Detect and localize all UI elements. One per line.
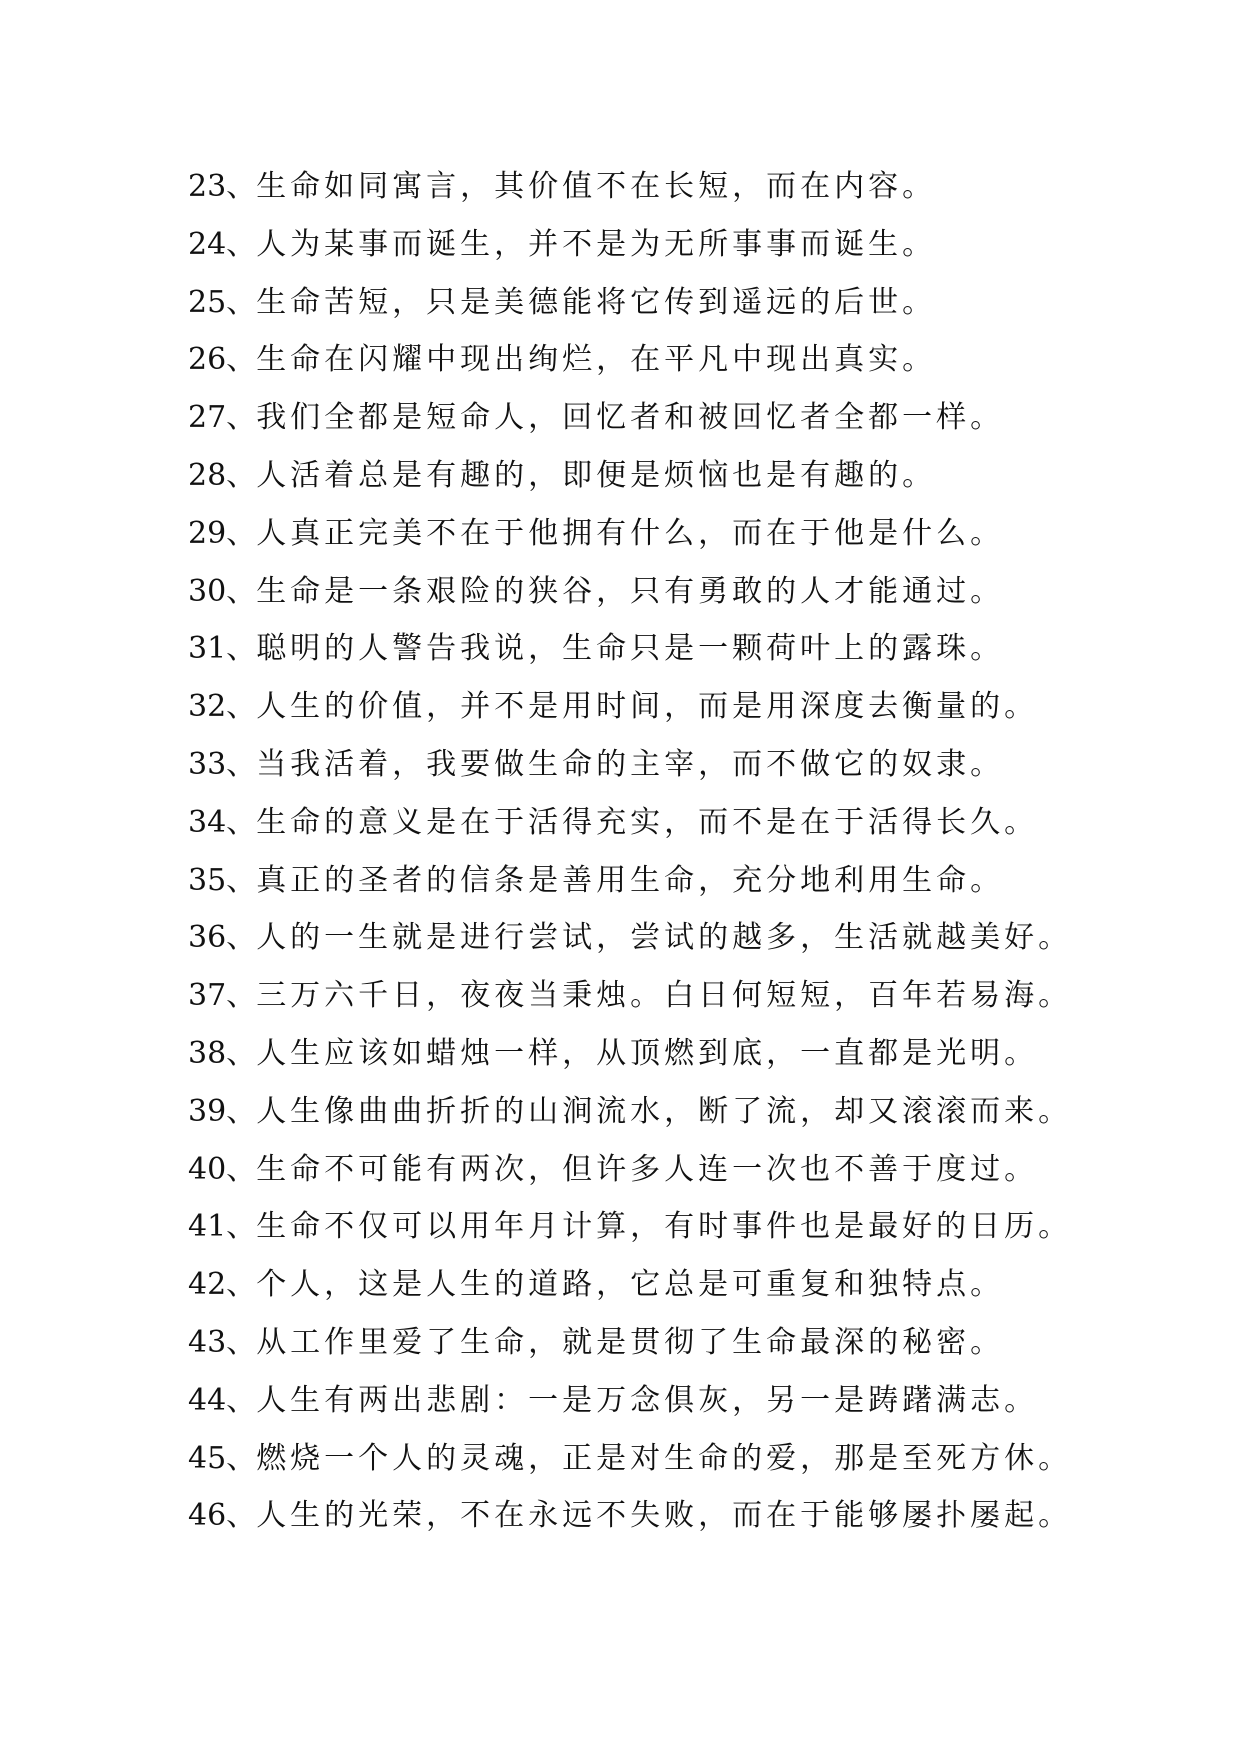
quote-number: 46、 [188,1498,257,1534]
quote-text: 生命不可能有两次，但许多人连一次也不善于度过。 [256,1151,1039,1187]
list-item [188,1487,1208,1545]
quote-number: 37、 [188,978,257,1014]
list-item [188,563,1208,621]
quote-number: 33、 [188,746,257,782]
quote-text: 聪明的人警告我说，生命只是一颗荷叶上的露珠。 [256,631,1005,667]
list-item [188,1025,1208,1083]
quote-text: 生命不仅可以用年月计算，有时事件也是最好的日历。 [256,1209,1073,1245]
quote-number: 35、 [188,862,257,898]
list-item [188,967,1208,1025]
quote-text: 人生的光荣，不在永远不失败，而在于能够屡扑屡起。 [256,1498,1073,1534]
quote-number: 30、 [188,573,257,609]
quote-number: 34、 [188,804,257,840]
quote-text: 生命如同寓言，其价值不在长短，而在内容。 [256,169,937,204]
quote-text: 生命在闪耀中现出绚烂，在平凡中现出真实。 [256,342,937,378]
list-item [188,852,1208,910]
quote-number: 45、 [188,1440,257,1476]
quote-number: 39、 [188,1093,257,1129]
quote-text: 人生的价值，并不是用时间，而是用深度去衡量的。 [256,689,1039,725]
list-item [188,1372,1208,1430]
quote-text: 人活着总是有趣的，即便是烦恼也是有趣的。 [256,457,937,493]
quote-number: 26、 [188,342,257,378]
list-item [188,158,1208,216]
quote-number: 42、 [188,1267,257,1303]
quote-text: 三万六千日，夜夜当秉烛。白日何短短，百年若易海。 [256,978,1073,1014]
list-item [188,909,1208,967]
list-item [188,331,1208,389]
quote-number: 32、 [188,689,257,725]
quote-number: 25、 [188,284,257,320]
list-item [188,274,1208,332]
quote-number: 24、 [188,226,257,262]
list-item [188,794,1208,852]
quote-number: 41、 [188,1209,257,1245]
list-item [188,1141,1208,1199]
quote-text: 人为某事而诞生，并不是为无所事事而诞生。 [256,226,937,262]
list-item [188,1256,1208,1314]
quote-number: 28、 [188,457,257,493]
quote-text: 我们全都是短命人，回忆者和被回忆者全都一样。 [256,400,1005,436]
quote-text: 个人，这是人生的道路，它总是可重复和独特点。 [256,1267,1005,1303]
list-item [188,216,1208,274]
quote-text: 当我活着，我要做生命的主宰，而不做它的奴隶。 [256,746,1005,782]
quote-text: 生命是一条艰险的狭谷，只有勇敢的人才能通过。 [256,573,1005,609]
quote-text: 生命的意义是在于活得充实，而不是在于活得长久。 [256,804,1039,840]
quote-number: 23、 [188,169,257,204]
quote-text: 生命苦短，只是美德能将它传到遥远的后世。 [256,284,937,320]
quote-number: 38、 [188,1035,257,1071]
quote-number: 31、 [188,631,257,667]
quote-number: 43、 [188,1324,257,1360]
quote-text: 人生应该如蜡烛一样，从顶燃到底，一直都是光明。 [256,1035,1039,1071]
quote-number: 36、 [188,920,257,956]
list-item [188,389,1208,447]
quote-number: 44、 [188,1382,257,1418]
list-item [188,736,1208,794]
list-item [188,1430,1208,1488]
list-item [188,620,1208,678]
quote-text: 人的一生就是进行尝试，尝试的越多，生活就越美好。 [256,920,1073,956]
list-item [188,1083,1208,1141]
quote-list [188,158,1208,1545]
quote-text: 从工作里爱了生命，就是贯彻了生命最深的秘密。 [256,1324,1005,1360]
list-item [188,1198,1208,1256]
quote-number: 27、 [188,400,257,436]
quote-text: 燃烧一个人的灵魂，正是对生命的爱，那是至死方休。 [256,1440,1073,1476]
list-item [188,505,1208,563]
list-item [188,678,1208,736]
quote-text: 人真正完美不在于他拥有什么，而在于他是什么。 [256,515,1005,551]
quote-text: 真正的圣者的信条是善用生命，充分地利用生命。 [256,862,1005,898]
list-item [188,447,1208,505]
quote-number: 40、 [188,1151,257,1187]
quote-text: 人生像曲曲折折的山涧流水，断了流，却又滚滚而来。 [256,1093,1073,1129]
quote-number: 29、 [188,515,257,551]
list-item [188,1314,1208,1372]
quote-text: 人生有两出悲剧：一是万念俱灰，另一是踌躇满志。 [256,1382,1039,1418]
